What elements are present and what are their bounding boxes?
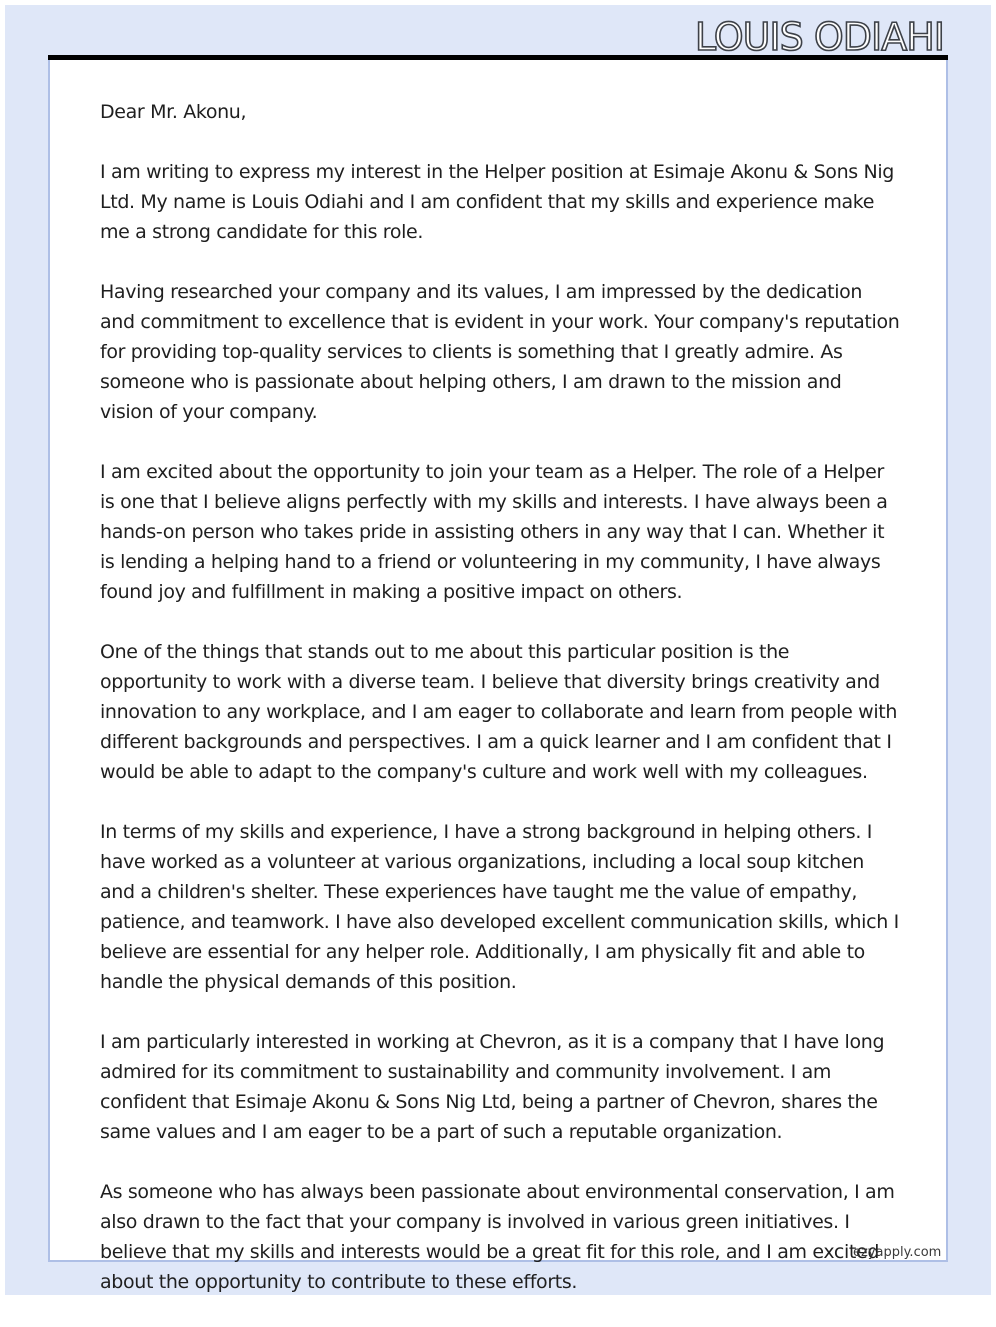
letter-body: [100, 97, 900, 1327]
paragraph-chevron: I am particularly interested in working at Chevron, as it is a company that I have long admired for its commitment to sustainability and community involvement. I am confident that Esimaje Akonu & Sons Nig Ltd, being a partner of Chevron, shares the same values and I am eager to be a part of such a reputable organization.: [100, 1031, 885, 1143]
salutation: Dear Mr. Akonu,: [100, 101, 247, 123]
paragraph-intro: I am writing to express my interest in the Helper position at Esimaje Akonu & Sons Nig Ltd. My name is Louis Odiahi and I am confident that my skills and experience make me a strong candidate for this role.: [100, 161, 895, 243]
paragraph-skills-experience: In terms of my skills and experience, I have a strong background in helping others. I have worked as a volunteer at various organizations, including a local soup kitchen and a children's shelter. These experiences have taught me the value of empathy, patience, and teamwork. I have also developed excellent communication skills, which I believe are essential for any helper role. Additionally, I am physically fit and able to handle the physical demands of this position.: [100, 821, 899, 993]
paragraph-diverse-team: One of the things that stands out to me about this particular position is the opportunity to work with a diverse team. I believe that diversity brings creativity and innovation to any workplace, and I am eager to collaborate and learn from people with different backgrounds and perspectives. I am a quick learner and I am confident that I would be able to adapt to the company's culture and work well with my colleagues.: [100, 641, 898, 783]
applicant-name-heading: LOUIS ODIAHI: [694, 15, 944, 59]
paragraph-company-values: Having researched your company and its values, I am impressed by the dedication and commitment to excellence that is evident in your work. Your company's reputation for providing top-quality services to clients is something that I greatly admire. As someone who is passionate about helping others, I am drawn to the mission and vision of your company.: [100, 281, 900, 423]
ezyapply-watermark: ezyapply.com: [853, 1245, 942, 1260]
paragraph-role-interest: I am excited about the opportunity to join your team as a Helper. The role of a Helper is one that I believe aligns perfectly with my skills and interests. I have always been a hands-on person who takes pride in assisting others in any way that I can. Whether it is lending a helping hand to a friend or volunteering in my community, I have always found joy and fulfillment in making a positive impact on others.: [100, 461, 888, 603]
paragraph-environment: As someone who has always been passionate about environmental conservation, I am also drawn to the fact that your company is involved in various green initiatives. I believe that my skills and interests would be a great fit for this role, and I am excited about the opportunity to contribute to these efforts.: [100, 1181, 895, 1293]
